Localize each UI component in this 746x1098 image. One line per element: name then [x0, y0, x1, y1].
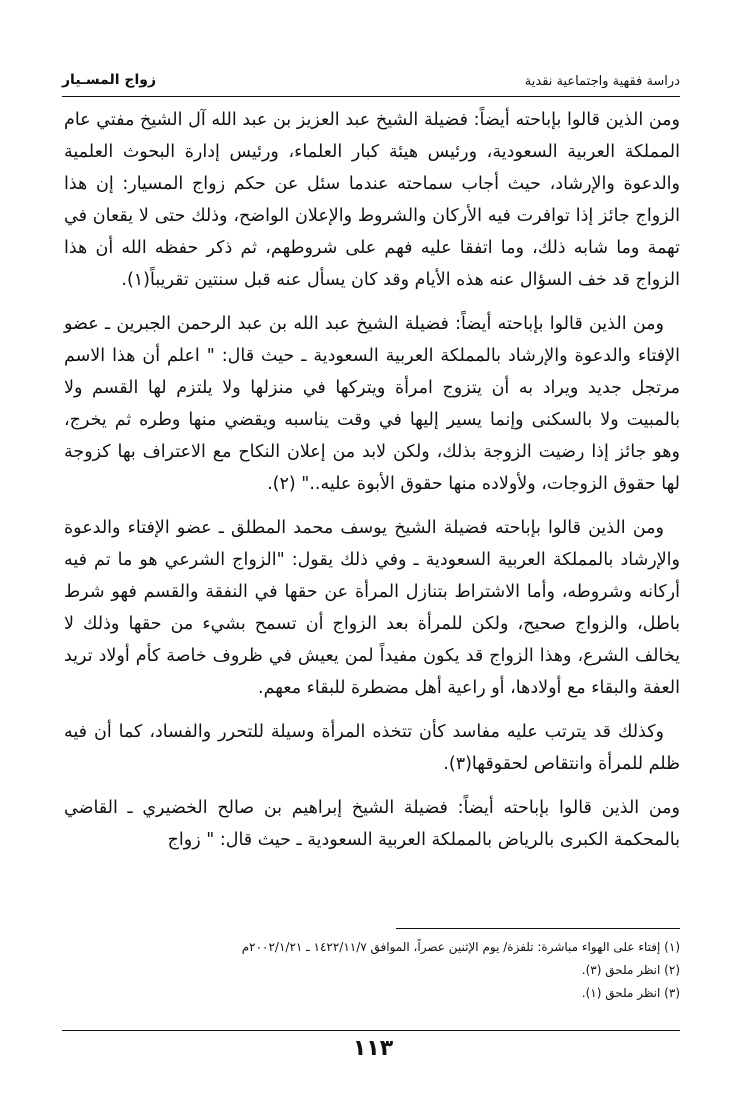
footnote-1: (١) إفتاء على الهواء مباشرة: تلفزة/ يوم الإثنين عصراً، الموافق ١٤٢٢/١١/٧ ـ ٢٠٠٢/١/٢١م — [241, 940, 680, 954]
footnote-divider — [396, 928, 680, 929]
footnote-3: (٣) انظر ملحق (١). — [581, 986, 680, 1000]
header-divider — [62, 96, 680, 97]
paragraph-4: وكذلك قد يترتب عليه مفاسد كأن تتخذه المرأة وسيلة للتحرر والفساد، كما أن فيه ظلم للمرأة وانتقاص لحقوقها(٣). — [64, 722, 680, 774]
footer-divider — [62, 1030, 680, 1031]
book-title: زواج المسـيار — [62, 72, 157, 88]
running-header — [62, 70, 680, 96]
footnote-2: (٢) انظر ملحق (٣). — [581, 963, 680, 977]
main-text — [64, 104, 680, 856]
paragraph-2: ومن الذين قالوا بإباحته أيضاً: فضيلة الشيخ عبد الله بن عبد الرحمن الجبرين ـ عضو الإفتاء والدعوة والإرشاد بالمملكة العربية السعودية ـ حيث قال: " اعلم أن هذا الاسم مرتجل جديد ويراد به أن يتزوج امرأة ويتركها في منزلها ولا يلتزم لها القسم ولا بالمبيت ولا بالسكنى وإنما يسير إليها في وقت يناسبه ويقضي منها وطره ثم يخرج، وهو جائز إذا رضيت الزوجة بذلك، ولكن لابد من إعلان النكاح مع الاعتراف بها كزوجة لها حقوق الزوجات، ولأولاده منها حقوق الأبوة عليه.." (٢). — [64, 314, 680, 494]
page-number: ١١٣ — [352, 1036, 394, 1061]
paragraph-3: ومن الذين قالوا بإباحته فضيلة الشيخ يوسف محمد المطلق ـ عضو الإفتاء والدعوة والإرشاد بالمملكة العربية السعودية ـ وفي ذلك يقول: "الزواج الشرعي هو ما تم فيه أركانه وشروطه، وأما الاشتراط بتنازل المرأة عن حقها في النفقة والقسم فهو شرط باطل، والزواج صحيح، ولكن للمرأة بعد الزواج أن تسمح بشيء من حقها وذلك لا يخالف الشرع، وهذا الزواج قد يكون مفيداً لمن يعيش في ظروف خاصة كأم أولاد تريد العفة والبقاء مع أولادها، أو راعية أهل مضطرة للبقاء معهم. — [64, 518, 680, 698]
paragraph-1: ومن الذين قالوا بإباحته أيضاً: فضيلة الشيخ عبد العزيز بن عبد الله آل الشيخ مفتي عام المملكة العربية السعودية، ورئيس هيئة كبار العلماء، ورئيس إدارة البحوث العلمية والدعوة والإرشاد، حيث أجاب سماحته عندما سئل عن حكم زواج المسيار: إن هذا الزواج جائز إذا توافرت فيه الأركان والشروط والإعلان الواضح، وذلك حتى لا يقعان في تهمة وما شابه ذلك، وما اتفقا عليه فهم على شروطهم، ثم ذكر حفظه الله أن هذا الزواج قد خف السؤال عنه هذه الأيام وقد كان يسأل عنه قبل سنتين تقريباً(١). — [64, 110, 680, 290]
footnotes — [64, 936, 680, 1005]
book-subtitle: دراسة فقهية واجتماعية نقدية — [524, 74, 680, 89]
paragraph-5: ومن الذين قالوا بإباحته أيضاً: فضيلة الشيخ إبراهيم بن صالح الخضيري ـ القاضي بالمحكمة الكبرى بالرياض بالمملكة العربية السعودية ـ حيث قال: " زواج — [64, 798, 680, 850]
